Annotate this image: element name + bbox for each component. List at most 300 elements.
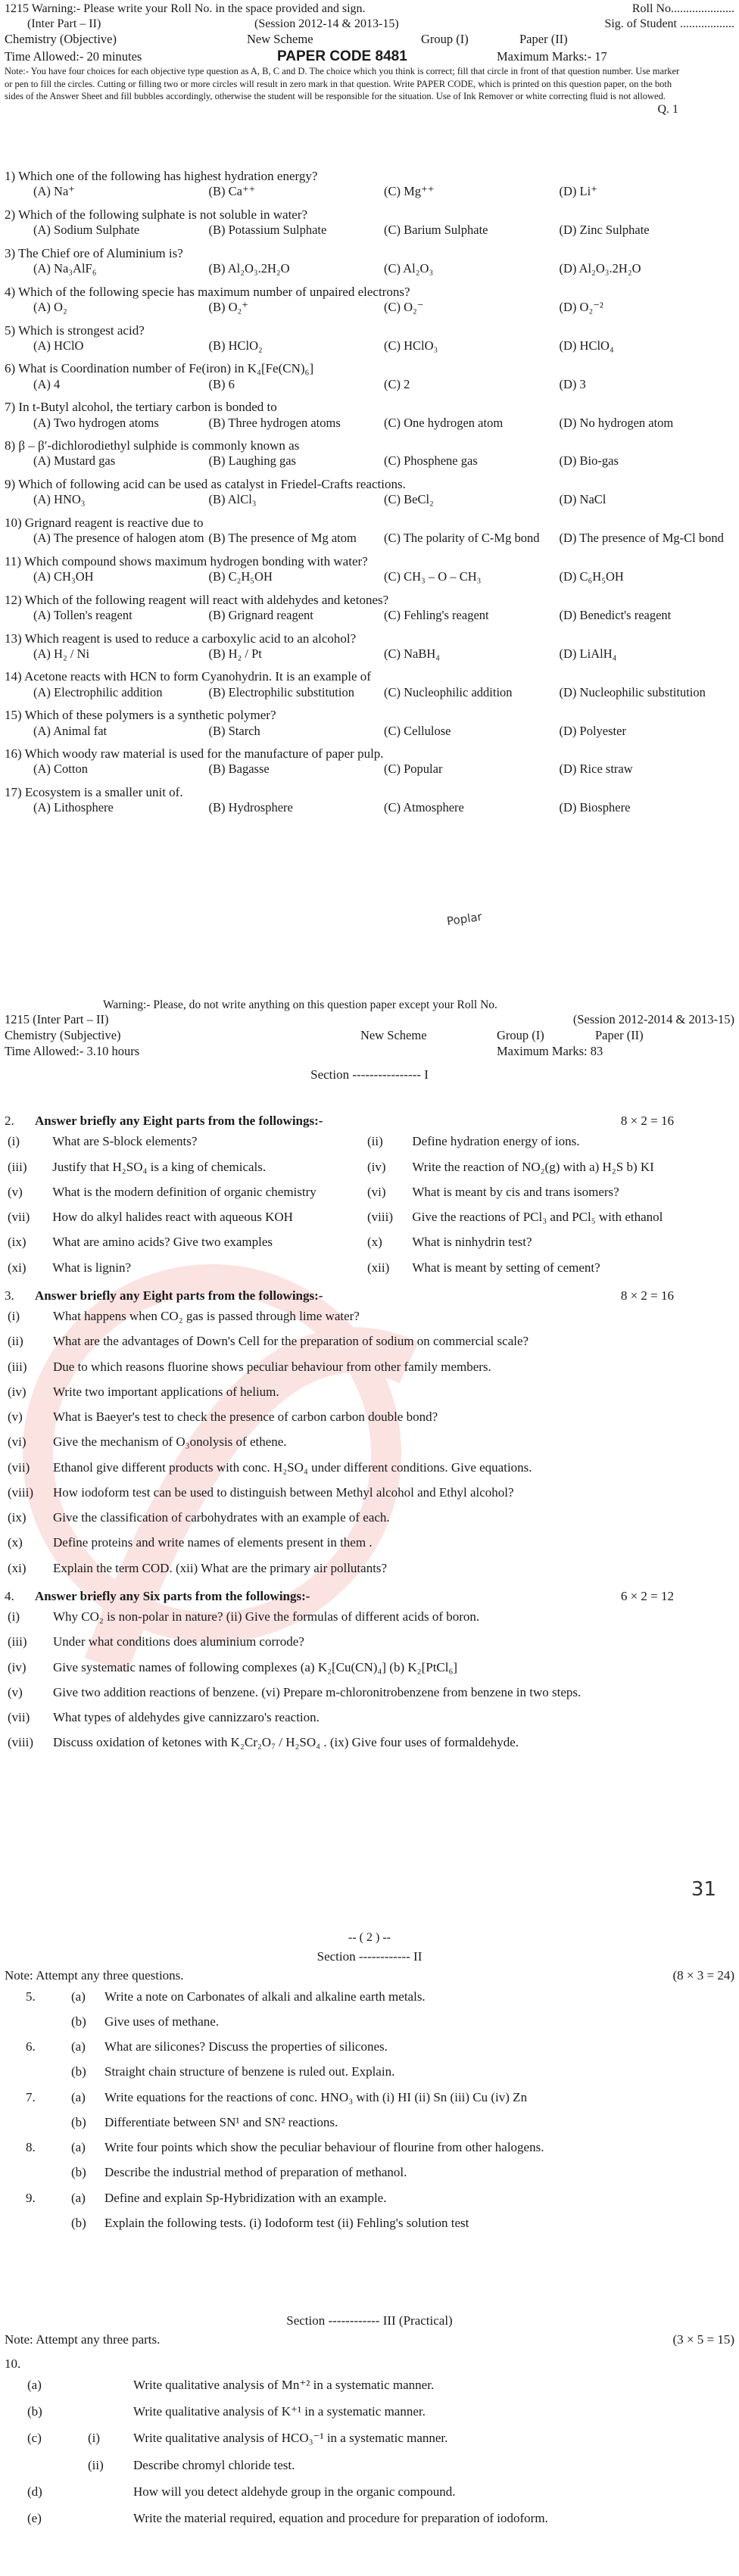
mcq-option[interactable]: (C) Popular xyxy=(384,762,443,777)
long-question-part: (a) xyxy=(71,2140,86,2154)
mcq-option[interactable]: (D) Nucleophilic substitution xyxy=(559,684,706,699)
long-question-number: 8. xyxy=(26,2140,36,2154)
question-q2 xyxy=(5,1113,734,1280)
mcq-option[interactable]: (A) HNO₃ xyxy=(33,492,86,507)
mcq-item xyxy=(5,399,734,431)
mcq-options xyxy=(5,416,734,431)
parts-table xyxy=(5,1129,724,1280)
question-q3 xyxy=(5,1288,734,1581)
long-questions xyxy=(5,1984,734,2236)
long-question-part: (a) xyxy=(71,2190,86,2205)
part-text: Discuss oxidation of ketones with K₂Cr₂O₇ / H₂SO₄ . (ix) Give four uses of formaldehyde. xyxy=(53,1735,519,1750)
part-text: What happens when CO₂ gas is passed through lime water? xyxy=(53,1309,360,1323)
long-question-part: (b) xyxy=(71,2114,86,2129)
part-text: Give the mechanism of O₃onolysis of ethene. xyxy=(53,1434,287,1450)
mcq-option[interactable]: (D) Bio-gas xyxy=(559,453,619,469)
long-question-text: Define and explain Sp-Hybridization with an example. xyxy=(104,2190,387,2205)
part-number: (ii) xyxy=(8,1334,23,1349)
objective-header xyxy=(0,0,739,117)
part-text: What is meant by setting of cement? xyxy=(412,1260,600,1275)
mcq-question: 16) Which woody raw material is used for the manufacture of paper pulp. xyxy=(5,746,384,762)
part-number: (viii) xyxy=(367,1210,394,1224)
part-text: What is Baeyer's test to check the presence of carbon carbon double bond? xyxy=(53,1409,438,1424)
long-question-row xyxy=(5,2034,734,2059)
mcq-option[interactable]: (C) The polarity of C-Mg bond xyxy=(384,531,540,546)
practical-row xyxy=(5,2372,734,2398)
part-row xyxy=(5,1505,724,1530)
part-text: Explain the term COD. (xii) What are the primary air pollutants? xyxy=(53,1560,388,1575)
subj-paper: Paper (II) xyxy=(595,1028,644,1042)
part-row xyxy=(5,1680,724,1705)
part-row xyxy=(5,1480,724,1505)
mcq-option[interactable]: (A) 4 xyxy=(33,376,61,391)
mcq-option[interactable]: (C) Al₂O₃ xyxy=(384,261,434,276)
subj-warning: Warning:- Please, do not write anything on this question paper except your Roll No. xyxy=(103,998,497,1011)
question-title: Answer briefly any Six parts from the followings:- xyxy=(35,1588,310,1603)
long-question-row xyxy=(5,2210,734,2235)
mcq-item xyxy=(5,360,734,392)
part-text: What is ninhydrin test? xyxy=(412,1235,532,1250)
mcq-option[interactable]: (C) NaBH₄ xyxy=(384,646,441,661)
part-number: (v) xyxy=(8,1684,23,1699)
mcq-option[interactable]: (C) Phosphene gas xyxy=(384,453,478,469)
long-question-text: Differentiate between SN¹ and SN² reactions. xyxy=(104,2114,338,2129)
mcq-item xyxy=(5,631,734,662)
practical-part: (a) xyxy=(27,2377,42,2392)
mcq-options xyxy=(5,453,734,469)
part-text: Justify that H₂SO₄ is a king of chemicals. xyxy=(52,1159,267,1174)
mcq-option[interactable]: (B) Potassium Sulphate xyxy=(208,223,327,238)
part-number: (iii) xyxy=(8,1359,27,1374)
part-number: (x) xyxy=(8,1535,23,1550)
mcq-question: 4) Which of the following specie has maximum number of unpaired electrons? xyxy=(5,284,410,299)
part-text: What types of aldehydes give cannizzaro's reaction. xyxy=(53,1710,320,1724)
long-question-row xyxy=(5,2110,734,2135)
mcq-option[interactable]: (A) Tollen's reagent xyxy=(33,607,133,622)
section-3-note: Note: Attempt any three parts. xyxy=(5,2332,161,2347)
section-2-note: Note: Attempt any three questions. xyxy=(5,1968,184,1983)
inter-part: (Inter Part – II) xyxy=(27,17,101,30)
long-question-text: Give uses of methane. xyxy=(104,2014,220,2029)
practical-questions xyxy=(5,2372,734,2532)
mcq-item xyxy=(5,707,734,739)
mcq-options xyxy=(5,569,734,585)
mcq-question: 6) What is Coordination number of Fe(iron) in K₄[Fe(CN)₆] xyxy=(5,361,314,376)
part-number: (v) xyxy=(8,1409,23,1424)
mcq-options xyxy=(5,223,734,238)
part-number: (ii) xyxy=(367,1134,383,1149)
q10-number: 10. xyxy=(5,2356,21,2371)
subj-scheme: New Scheme xyxy=(360,1028,427,1042)
mcq-item xyxy=(5,168,734,200)
question-marks: 8 × 2 = 16 xyxy=(620,1114,674,1128)
long-question-part: (b) xyxy=(71,2165,86,2180)
practical-row xyxy=(5,2398,734,2425)
part-row xyxy=(5,1655,724,1680)
mcq-option[interactable]: (A) Electrophilic addition xyxy=(33,684,163,699)
part-text: What are amino acids? Give two examples xyxy=(52,1235,273,1250)
session: (Session 2012-14 & 2013-15) xyxy=(254,17,399,30)
part-text: Give systematic names of following complexes (a) K₂[Cu(CN)₄] (b) K₂[PtCl₆] xyxy=(53,1659,458,1674)
part-row xyxy=(5,1204,724,1229)
part-text: Give the reactions of PCl₃ and PCl₅ with ethanol xyxy=(412,1210,663,1224)
mcq-option[interactable]: (D) 3 xyxy=(559,376,586,391)
practical-text: Write the material required, equation and procedure for preparation of iodoform. xyxy=(133,2511,548,2525)
part-text: Write the reaction of NO₂(g) with a) H₂S b) KI xyxy=(412,1159,654,1174)
mcq-option[interactable]: (B) Bagasse xyxy=(208,762,270,777)
mcq-option[interactable]: (A) CH₃OH xyxy=(33,569,94,584)
mcq-option[interactable]: (C) 2 xyxy=(384,376,410,391)
mcq-options xyxy=(5,338,734,354)
mcq-option[interactable]: (A) HClO xyxy=(33,338,84,353)
question-marks: 8 × 2 = 16 xyxy=(620,1288,674,1303)
part-text: What is meant by cis and trans isomers? xyxy=(412,1184,619,1199)
long-question-row xyxy=(5,2085,734,2110)
part-number: (iv) xyxy=(367,1159,386,1174)
mcq-option[interactable]: (D) Polyester xyxy=(559,723,626,738)
practical-text: Write qualitative analysis of K⁺¹ in a systematic manner. xyxy=(133,2404,426,2419)
section-3-marks: (3 × 5 = 15) xyxy=(672,2332,734,2347)
mcq-option[interactable]: (C) Barium Sulphate xyxy=(384,223,488,238)
mcq-option[interactable]: (B) Al₂O₃.2H₂O xyxy=(208,261,290,276)
mcq-question: 13) Which reagent is used to reduce a carboxylic acid to an alcohol? xyxy=(5,631,357,646)
mcq-option[interactable]: (D) HClO₄ xyxy=(559,338,614,353)
mcq-options xyxy=(5,492,734,508)
handwritten-note: Poplar xyxy=(445,909,483,929)
part-text: Due to which reasons fluorine shows peculiar behaviour from other family members. xyxy=(53,1359,491,1374)
part-number: (i) xyxy=(8,1134,20,1149)
subj-inter: 1215 (Inter Part – II) xyxy=(5,1012,109,1027)
scheme: New Scheme xyxy=(247,32,313,46)
part-number: (vii) xyxy=(8,1710,30,1724)
long-question-part: (a) xyxy=(71,1989,86,2004)
part-number: (ix) xyxy=(8,1510,27,1525)
practical-part: (d) xyxy=(27,2484,42,2499)
mcq-option[interactable]: (C) Fehling's reagent xyxy=(384,607,489,622)
mcq-options xyxy=(5,300,734,316)
question-title: Answer briefly any Eight parts from the followings:- xyxy=(35,1114,323,1128)
part-text: Under what conditions does aluminium corrode? xyxy=(53,1634,304,1649)
section-3: Section ------------ III (Practical) xyxy=(286,2313,453,2328)
part-text: Define hydration energy of ions. xyxy=(412,1134,580,1149)
mcq-option[interactable]: (B) Three hydrogen atoms xyxy=(208,415,341,430)
part-row xyxy=(5,1379,724,1404)
signature: Sig. of Student .................. xyxy=(604,17,734,30)
mcq-options xyxy=(5,724,734,740)
section-2-block xyxy=(0,1878,739,2235)
part-number: (xi) xyxy=(8,1260,27,1275)
practical-subpart: (i) xyxy=(88,2431,101,2446)
mcq-options xyxy=(5,377,734,393)
mcq-option[interactable]: (A) Two hydrogen atoms xyxy=(33,415,159,430)
part-text: Why CO₂ is non-polar in nature? (ii) Give the formulas of different acids of boron. xyxy=(53,1609,480,1624)
mcq-item xyxy=(5,284,734,316)
part-row xyxy=(5,1129,724,1154)
part-row xyxy=(5,1604,724,1629)
part-row xyxy=(5,1730,724,1755)
mcq-option[interactable]: (B) H₂ / Pt xyxy=(208,646,262,661)
mcq-options xyxy=(5,685,734,701)
mcq-option[interactable]: (D) Al₂O₃.2H₂O xyxy=(559,261,641,276)
paper: Paper (II) xyxy=(519,32,568,46)
mcq-option[interactable]: (A) The presence of halogen atom xyxy=(33,531,204,546)
mcq-option[interactable]: (C) Atmosphere xyxy=(384,800,464,815)
mcq-question: 10) Grignard reagent is reactive due to xyxy=(5,515,204,530)
mcq-option[interactable]: (B) Ca⁺⁺ xyxy=(208,184,256,199)
mcq-option[interactable]: (A) H₂ / Ni xyxy=(33,646,90,661)
part-text: What is the modern definition of organic chemistry xyxy=(52,1184,316,1199)
mcq-options xyxy=(5,762,734,777)
mcq-option[interactable]: (B) The presence of Mg atom xyxy=(208,531,357,546)
part-number: (vii) xyxy=(8,1210,30,1224)
mcq-item xyxy=(5,784,734,816)
mcq-options xyxy=(5,261,734,277)
mcq-item xyxy=(5,553,734,585)
part-number: (vi) xyxy=(367,1184,386,1199)
subj-time: Time Allowed:- 3.10 hours xyxy=(5,1043,140,1058)
practical-row xyxy=(5,2478,734,2505)
part-row xyxy=(5,1404,724,1429)
page-number: -- ( 2 ) -- xyxy=(348,1931,391,1944)
long-question-number: 7. xyxy=(26,2089,36,2104)
part-number: (i) xyxy=(8,1609,20,1624)
question-heading xyxy=(5,1588,734,1604)
mcq-option[interactable]: (D) Benedict's reagent xyxy=(559,607,672,622)
long-question-row xyxy=(5,2160,734,2185)
mcq-question: 2) Which of the following sulphate is not soluble in water? xyxy=(5,207,308,222)
section-2-marks: (8 × 3 = 24) xyxy=(672,1968,734,1983)
practical-subpart: (ii) xyxy=(88,2457,104,2472)
part-row xyxy=(5,1304,724,1328)
parts-table xyxy=(5,1604,724,1755)
part-text: Define proteins and write names of elements present in them . xyxy=(53,1535,373,1550)
mcq-option[interactable]: (D) No hydrogen atom xyxy=(559,415,674,430)
part-row xyxy=(5,1229,724,1254)
mcq-option[interactable]: (B) HClO₂ xyxy=(208,338,263,353)
mcq-options xyxy=(5,184,734,200)
part-row xyxy=(5,1530,724,1555)
mcq-question: 5) Which is strongest acid? xyxy=(5,322,145,338)
mcq-option[interactable]: (B) AlCl₃ xyxy=(208,492,257,507)
mcq-option[interactable]: (D) O₂⁻² xyxy=(559,299,603,314)
mcq-option[interactable]: (B) Laughing gas xyxy=(208,453,296,469)
mcq-option[interactable]: (C) Cellulose xyxy=(384,723,451,738)
mcq-option[interactable]: (C) Mg⁺⁺ xyxy=(384,184,435,199)
part-number: (vii) xyxy=(8,1459,30,1475)
part-row xyxy=(5,1328,724,1353)
mcq-question: 15) Which of these polymers is a synthetic polymer? xyxy=(5,708,276,723)
question-marks: 6 × 2 = 12 xyxy=(620,1588,674,1603)
mcq-item xyxy=(5,207,734,238)
mcq-option[interactable]: (C) BeCl₂ xyxy=(384,492,434,507)
subj-subject: Chemistry (Subjective) xyxy=(5,1028,121,1042)
mcq-options xyxy=(5,646,734,662)
long-question-number: 9. xyxy=(26,2190,36,2205)
long-question-number: 5. xyxy=(26,1989,36,2004)
section-2: Section ------------ II xyxy=(316,1949,423,1964)
practical-row xyxy=(5,2452,734,2478)
mcq-item xyxy=(5,476,734,508)
mcq-question: 1) Which one of the following has highest hydration energy? xyxy=(5,169,318,183)
long-question-text: Write four points which show the peculiar behaviour of flourine from other halogens. xyxy=(104,2140,544,2154)
mcq-option[interactable]: (B) C₂H₅OH xyxy=(208,569,273,584)
part-number: (xii) xyxy=(367,1260,390,1275)
part-row xyxy=(5,1154,724,1179)
mcq-option[interactable]: (B) Grignard reagent xyxy=(208,607,313,622)
part-text: What is lignin? xyxy=(52,1260,132,1275)
subjective-header xyxy=(0,998,739,1083)
mcq-item xyxy=(5,515,734,547)
mcq-option[interactable]: (B) Starch xyxy=(208,723,260,738)
practical-part: (e) xyxy=(27,2511,42,2525)
paper-code: PAPER CODE 8481 xyxy=(277,48,407,64)
mcq-option[interactable]: (D) Li⁺ xyxy=(559,184,597,199)
mcq-options xyxy=(5,800,734,816)
part-text: What are S-block elements? xyxy=(52,1134,198,1149)
practical-row xyxy=(5,2505,734,2531)
mcq-item xyxy=(5,746,734,777)
part-row xyxy=(5,1705,724,1730)
mcq-option[interactable]: (D) Rice straw xyxy=(559,762,633,777)
part-number: (iv) xyxy=(8,1384,27,1399)
part-row xyxy=(5,1179,724,1204)
mcq-option[interactable]: (C) O₂⁻ xyxy=(384,299,424,314)
mcq-question: 8) β – β′-dichlorodiethyl sulphide is commonly known as xyxy=(5,438,300,453)
time-allowed: Time Allowed:- 20 minutes xyxy=(5,48,142,64)
practical-text: Describe chromyl chloride test. xyxy=(133,2457,295,2472)
mcq-question: 12) Which of the following reagent will react with aldehydes and ketones? xyxy=(5,592,389,607)
mcq-list xyxy=(0,168,739,823)
q1-label: Q. 1 xyxy=(657,103,678,117)
question-number: 3. xyxy=(5,1288,14,1303)
long-question-text: Explain the following tests. (i) Iodoform test (ii) Fehling's solution test xyxy=(104,2215,469,2230)
long-question-number: 6. xyxy=(26,2039,36,2054)
part-number: (viii) xyxy=(8,1735,33,1750)
part-row xyxy=(5,1255,724,1280)
group: Group (I) xyxy=(421,32,469,46)
short-questions xyxy=(0,1113,739,1763)
mcq-question: 17) Ecosystem is a smaller unit of. xyxy=(5,785,183,799)
mcq-item xyxy=(5,322,734,354)
section-3-block xyxy=(0,2313,739,2531)
long-question-text: Describe the industrial method of preparation of methanol. xyxy=(104,2165,407,2180)
long-question-row xyxy=(5,1984,734,2009)
mcq-option[interactable]: (D) NaCl xyxy=(559,492,606,507)
question-number: 2. xyxy=(5,1114,14,1128)
part-row xyxy=(5,1429,724,1454)
question-heading xyxy=(5,1113,734,1129)
part-text: How do alkyl halides react with aqueous KOH xyxy=(52,1210,293,1224)
mcq-option[interactable]: (B) 6 xyxy=(208,376,235,391)
practical-text: Write qualitative analysis of HCO₃⁻¹ in a systematic manner. xyxy=(133,2431,448,2446)
mcq-item xyxy=(5,668,734,700)
part-number: (v) xyxy=(8,1184,23,1199)
mcq-option[interactable]: (A) Cotton xyxy=(33,762,88,777)
part-row xyxy=(5,1629,724,1654)
subj-session: (Session 2012-2014 & 2013-15) xyxy=(572,1012,734,1027)
practical-text: How will you detect aldehyde group in the organic compound. xyxy=(133,2484,456,2499)
roll-no: Roll No..................... xyxy=(631,2,734,15)
part-text: Give two addition reactions of benzene. (vi) Prepare m-chloronitrobenzene from benzene in two steps. xyxy=(53,1684,582,1699)
mcq-option[interactable]: (A) Animal fat xyxy=(33,723,108,738)
warning-line: 1215 Warning:- Please write your Roll No. in the space provided and sign. xyxy=(5,2,366,15)
question-title: Answer briefly any Eight parts from the followings:- xyxy=(35,1288,323,1303)
mcq-option[interactable]: (B) Hydrosphere xyxy=(208,800,293,815)
part-number: (vi) xyxy=(8,1434,27,1450)
long-question-part: (a) xyxy=(71,2089,86,2104)
mcq-option[interactable]: (A) O₂ xyxy=(33,299,67,314)
mcq-option[interactable]: (A) Mustard gas xyxy=(33,453,116,469)
mcq-option[interactable]: (A) Na⁺ xyxy=(33,184,75,199)
part-number: (iv) xyxy=(8,1659,27,1674)
mcq-question: 11) Which compound shows maximum hydrogen bonding with water? xyxy=(5,553,368,568)
part-number: (xi) xyxy=(8,1560,27,1575)
subject: Chemistry (Objective) xyxy=(5,32,117,46)
long-question-row xyxy=(5,2185,734,2210)
long-question-text: Straight chain structure of benzene is ruled out. Explain. xyxy=(104,2064,395,2079)
mcq-option[interactable]: (D) LiAlH₄ xyxy=(559,646,617,661)
long-question-text: Write equations for the reactions of conc. HNO₃ with (i) HI (ii) Sn (iii) Cu (iv) Zn xyxy=(104,2089,528,2104)
mcq-option[interactable]: (D) Zinc Sulphate xyxy=(559,223,650,238)
mcq-option[interactable]: (D) C₆H₅OH xyxy=(559,569,624,584)
part-number: (viii) xyxy=(8,1484,33,1500)
long-question-row xyxy=(5,2009,734,2034)
mcq-option[interactable]: (A) Sodium Sulphate xyxy=(33,223,140,238)
mcq-options xyxy=(5,608,734,624)
mcq-option[interactable]: (B) O₂⁺ xyxy=(208,299,248,314)
part-number: (iii) xyxy=(8,1159,27,1174)
mcq-question: 9) Which of following acid can be used as catalyst in Friedel-Crafts reactions. xyxy=(5,477,406,491)
practical-part: (c) xyxy=(27,2431,42,2446)
long-question-row xyxy=(5,2059,734,2084)
long-question-text: Write a note on Carbonates of alkali and alkaline earth metals. xyxy=(104,1989,426,2004)
mcq-option[interactable]: (C) Nucleophilic addition xyxy=(384,684,513,699)
mcq-option[interactable]: (C) One hydrogen atom xyxy=(384,415,504,430)
part-row xyxy=(5,1556,724,1581)
long-question-row xyxy=(5,2135,734,2160)
part-text: Give the classification of carbohydrates with an example of each. xyxy=(53,1510,390,1525)
mcq-question: 7) In t-Butyl alcohol, the tertiary carbon is bonded to xyxy=(5,400,277,415)
mcq-question: 3) The Chief ore of Aluminium is? xyxy=(5,245,183,260)
long-question-part: (a) xyxy=(71,2039,86,2054)
mcq-option[interactable]: (A) Lithosphere xyxy=(33,800,114,815)
mcq-item xyxy=(5,245,734,277)
mcq-option[interactable]: (A) Na₃AlF₆ xyxy=(33,261,97,276)
part-row xyxy=(5,1354,724,1379)
mcq-option[interactable]: (B) Electrophilic substitution xyxy=(208,684,354,699)
part-text: How iodoform test can be used to distinguish between Methyl alcohol and Ethyl alcohol? xyxy=(53,1484,514,1500)
practical-row xyxy=(5,2425,734,2451)
part-number: (x) xyxy=(367,1235,382,1250)
mcq-option[interactable]: (C) HClO₃ xyxy=(384,338,438,353)
mcq-options xyxy=(5,531,734,547)
parts-table xyxy=(5,1304,724,1581)
long-question-text: What are silicones? Discuss the properties of silicones. xyxy=(104,2039,388,2054)
long-question-part: (b) xyxy=(71,2215,86,2230)
long-question-part: (b) xyxy=(71,2014,86,2029)
mcq-question: 14) Acetone reacts with HCN to form Cyanohydrin. It is an example of xyxy=(5,669,371,684)
mcq-option[interactable]: (C) CH₃ – O – CH₃ xyxy=(384,569,482,584)
mcq-option[interactable]: (D) The presence of Mg-Cl bond xyxy=(559,531,724,546)
instructions-note: Note:- You have four choices for each objective type question as A, B, C and D. The choice which you think is correct; fill that circle in front of that question number. Use marker or pen to fill the circles. Cutting or filling two or more circles will result in zero mark in that question. Write PAPER CODE, which is printed on this question paper, on the both sides of the Answer Sheet and fill bubbles accordingly, otherwise the student will be responsible for the situation. Use of Ink Remover or white correcting fluid is not allowed. xyxy=(5,66,680,101)
subj-marks: Maximum Marks: 83 xyxy=(497,1043,603,1058)
part-number: (ix) xyxy=(8,1235,27,1250)
mcq-option[interactable]: (D) Biosphere xyxy=(559,800,631,815)
part-number: (i) xyxy=(8,1309,20,1323)
part-row xyxy=(5,1455,724,1480)
part-text: Ethanol give different products with conc. H₂SO₄ under different conditions. Give equations. xyxy=(53,1459,532,1475)
mcq-item xyxy=(5,438,734,469)
